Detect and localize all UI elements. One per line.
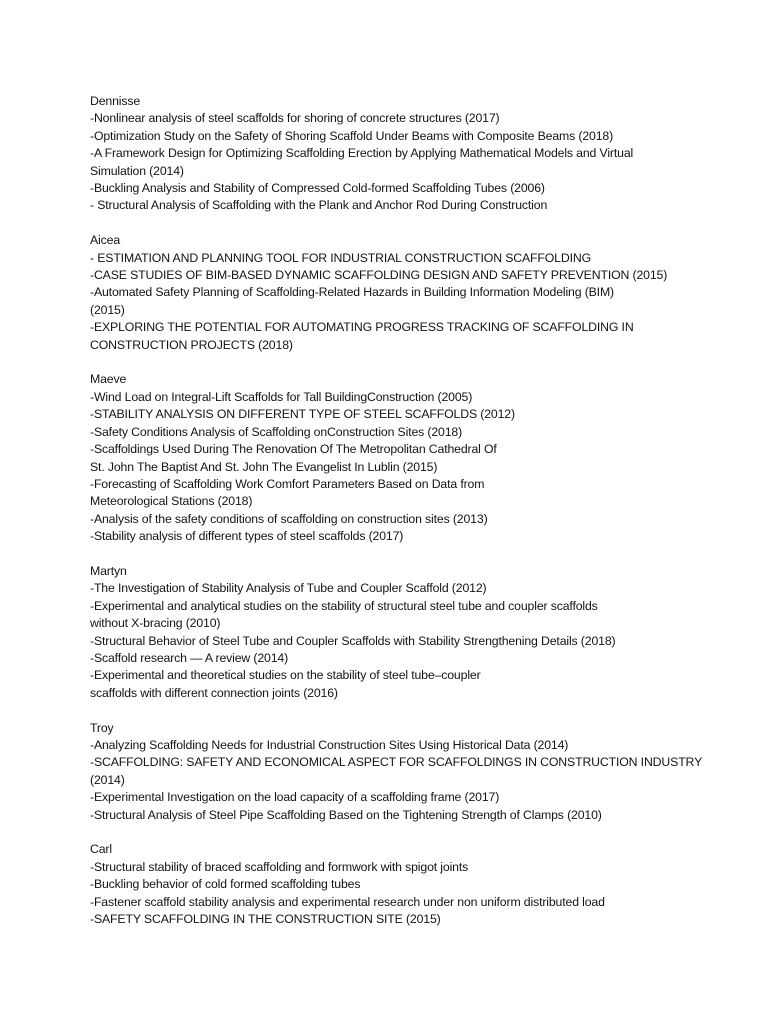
reference-line: - ESTIMATION AND PLANNING TOOL FOR INDUSTRIAL CONSTRUCTION SCAFFOLDING — [90, 250, 592, 265]
reference-line: -The Investigation of Stability Analysis of Tube and Coupler Scaffold (2012) — [90, 581, 487, 596]
reference-line: -Scaffold research — A review (2014) — [90, 650, 289, 665]
reference-line: -SAFETY SCAFFOLDING IN THE CONSTRUCTION SITE (2015) — [90, 912, 441, 927]
reference-line: - Structural Analysis of Scaffolding with the Plank and Anchor Rod During Construction — [90, 198, 548, 213]
reference-line: -Structural Analysis of Steel Pipe Scaffolding Based on the Tightening Strength of Clamps (2010) — [90, 807, 602, 822]
section-maeve — [90, 371, 690, 545]
reference-line: -Experimental and analytical studies on the stability of structural steel tube and coupler scaffolds — [90, 598, 598, 613]
reference-line: St. John The Baptist And St. John The Evangelist In Lublin (2015) — [90, 459, 438, 474]
section-carl — [90, 841, 690, 928]
reference-line: -Stability analysis of different types of steel scaffolds (2017) — [90, 529, 404, 544]
reference-line: -Buckling behavior of cold formed scaffolding tubes — [90, 877, 361, 892]
reference-line: -A Framework Design for Optimizing Scaffolding Erection by Applying Mathematical Models and Virtual — [90, 146, 634, 161]
reference-line: Simulation (2014) — [90, 163, 184, 178]
reference-line: -Wind Load on Integral-Lift Scaffolds for Tall BuildingConstruction (2005) — [90, 389, 473, 404]
reference-line: -Scaffoldings Used During The Renovation Of The Metropolitan Cathedral Of — [90, 442, 497, 457]
reference-line: scaffolds with different connection joints (2016) — [90, 685, 338, 700]
reference-line: -STABILITY ANALYSIS ON DIFFERENT TYPE OF STEEL SCAFFOLDS (2012) — [90, 407, 515, 422]
reference-line: -Experimental Investigation on the load capacity of a scaffolding frame (2017) — [90, 790, 500, 805]
section-name: Dennisse — [90, 94, 141, 108]
reference-line: without X-bracing (2010) — [90, 616, 221, 631]
section-name: Carl — [90, 842, 112, 857]
section-name: Aicea — [90, 233, 121, 248]
reference-line: -Optimization Study on the Safety of Shoring Scaffold Under Beams with Composite Beams (2018) — [90, 128, 614, 143]
reference-line: CONSTRUCTION PROJECTS (2018) — [90, 337, 293, 352]
section-aicea — [90, 232, 690, 354]
reference-line: -Nonlinear analysis of steel scaffolds for shoring of concrete structures (2017) — [90, 111, 500, 126]
reference-line: -Automated Safety Planning of Scaffolding-Related Hazards in Building Information Modeling (BIM) — [90, 285, 614, 300]
reference-line: -Structural Behavior of Steel Tube and Coupler Scaffolds with Stability Strengthening Details (2018) — [90, 633, 616, 648]
reference-line: (2014) — [90, 772, 125, 787]
section-martyn — [90, 563, 690, 702]
reference-line: -EXPLORING THE POTENTIAL FOR AUTOMATING PROGRESS TRACKING OF SCAFFOLDING IN — [90, 320, 634, 335]
section-name: Martyn — [90, 563, 127, 578]
reference-line: -Forecasting of Scaffolding Work Comfort Parameters Based on Data from — [90, 476, 485, 491]
reference-line: Meteorological Stations (2018) — [90, 494, 253, 509]
reference-line: -Buckling Analysis and Stability of Compressed Cold-formed Scaffolding Tubes (2006) — [90, 181, 545, 196]
reference-line: -CASE STUDIES OF BIM-BASED DYNAMIC SCAFFOLDING DESIGN AND SAFETY PREVENTION (2015) — [90, 268, 668, 283]
reference-line: -Safety Conditions Analysis of Scaffolding onConstruction Sites (2018) — [90, 424, 463, 439]
reference-line: -SCAFFOLDING: SAFETY AND ECONOMICAL ASPECT FOR SCAFFOLDINGS IN CONSTRUCTION INDUSTRY — [90, 755, 703, 770]
section-name: Maeve — [90, 372, 127, 387]
reference-line: -Analyzing Scaffolding Needs for Industrial Construction Sites Using Historical Data (2014) — [90, 737, 569, 752]
reference-line: -Analysis of the safety conditions of scaffolding on construction sites (2013) — [90, 511, 488, 526]
section-name: Troy — [90, 720, 114, 735]
reference-line: -Experimental and theoretical studies on the stability of steel tube–coupler — [90, 668, 481, 683]
reference-line: (2015) — [90, 302, 125, 317]
reference-line: -Structural stability of braced scaffolding and formwork with spigot joints — [90, 859, 469, 874]
document-page — [90, 93, 703, 946]
reference-line: -Fastener scaffold stability analysis and experimental research under non uniform distributed load — [90, 894, 605, 909]
section-dennisse — [90, 93, 690, 215]
section-troy — [90, 720, 703, 824]
